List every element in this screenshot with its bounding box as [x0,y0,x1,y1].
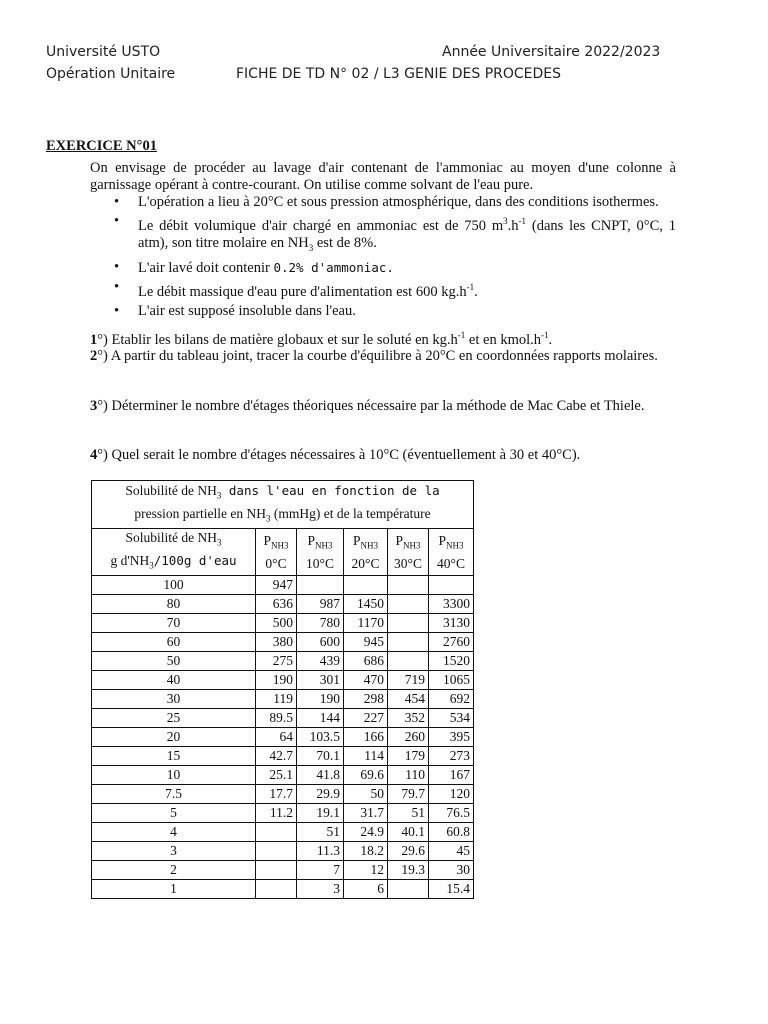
pressure-cell: 301 [297,670,344,689]
solubility-cell: 80 [92,594,256,613]
pressure-cell: 40.1 [388,822,429,841]
bullet-icon: • [114,302,120,319]
pressure-cell [388,575,429,594]
pressure-cell: 29.6 [388,841,429,860]
pressure-cell: 534 [429,708,474,727]
pressure-cell: 719 [388,670,429,689]
pressure-cell [388,632,429,651]
table-caption: Solubilité de $NH_3$ dans l'eau en fonction de la pression partielle en $NH_3$ (mmHg) et de la température [92,481,474,529]
pressure-cell [429,575,474,594]
pressure-cell: 19.3 [388,860,429,879]
pressure-cell: 69.6 [344,765,388,784]
table-row [92,575,474,594]
table-row [92,841,474,860]
bullet-icon: • [114,213,120,229]
pressure-cell: 25.1 [256,765,297,784]
column-header-40c: $P_{NH3}$ 40°C [429,529,474,575]
pressure-cell: 395 [429,727,474,746]
solubility-cell: 4 [92,822,256,841]
table-row [92,670,474,689]
table-row [92,689,474,708]
solubility-cell: 2 [92,860,256,879]
condition-item: • L'air est supposé insoluble dans l'eau. [114,302,356,319]
pressure-cell: 51 [297,822,344,841]
header-course: Opération Unitaire [46,66,176,82]
solubility-cell: 20 [92,727,256,746]
pressure-cell: 45 [429,841,474,860]
column-header-30c: $P_{NH3}$ 30°C [388,529,429,575]
solubility-cell: 10 [92,765,256,784]
pressure-cell: 114 [344,746,388,765]
pressure-cell: 454 [388,689,429,708]
pressure-cell: 51 [388,803,429,822]
table-row [92,651,474,670]
pressure-cell: 30 [429,860,474,879]
pressure-cell: 76.5 [429,803,474,822]
question-4: 4°) Quel serait le nombre d'étages nécessaires à 10°C (éventuellement à 30 et 40°C). [90,447,581,463]
pressure-cell: 179 [388,746,429,765]
solubility-cell: 5 [92,803,256,822]
pressure-cell: 636 [256,594,297,613]
question-3: 3°) Déterminer le nombre d'étages théoriques nécessaire par la méthode de Mac Cabe et Thiele. [90,398,645,414]
pressure-cell: 19.1 [297,803,344,822]
table-body [92,575,474,898]
pressure-cell: 29.9 [297,784,344,803]
pressure-cell: 110 [388,765,429,784]
pressure-cell: 64 [256,727,297,746]
pressure-cell: 190 [256,670,297,689]
pressure-cell: 470 [344,670,388,689]
column-header-10c: $P_{NH3}$ 10°C [297,529,344,575]
pressure-cell: 79.7 [388,784,429,803]
pressure-cell: 42.7 [256,746,297,765]
solubility-table [91,480,474,899]
pressure-cell [256,860,297,879]
conditions-list [90,194,676,322]
pressure-cell [256,879,297,898]
pressure-cell: 89.5 [256,708,297,727]
pressure-cell [256,822,297,841]
condition-item: • Le débit volumique d'air chargé en ammoniac est de 750 $m^3.h^{-1}$ (dans les CNPT, 0°C, 1 atm), son titre molaire en $NH_3$ est de 8%. [114,213,676,253]
pressure-cell [388,879,429,898]
solubility-cell: 60 [92,632,256,651]
pressure-cell: 120 [429,784,474,803]
solubility-cell: 70 [92,613,256,632]
table-row [92,727,474,746]
solubility-cell: 40 [92,670,256,689]
exercise-title: EXERCICE N°01 [46,138,157,154]
pressure-cell: 11.3 [297,841,344,860]
pressure-cell: 18.2 [344,841,388,860]
question-2: 2°) A partir du tableau joint, tracer la courbe d'équilibre à 20°C en coordonnées rapports molaires. [90,348,658,364]
pressure-cell: 260 [388,727,429,746]
table-row [92,594,474,613]
header-university: Université USTO [46,44,161,60]
pressure-cell: 15.4 [429,879,474,898]
solubility-cell: 50 [92,651,256,670]
pressure-cell: 298 [344,689,388,708]
pressure-cell: 352 [388,708,429,727]
pressure-cell: 1065 [429,670,474,689]
pressure-cell: 686 [344,651,388,670]
table-row [92,879,474,898]
pressure-cell [388,651,429,670]
pressure-cell: 1520 [429,651,474,670]
solubility-cell: 30 [92,689,256,708]
pressure-cell [256,841,297,860]
condition-item: • L'opération a lieu à 20°C et sous pression atmosphérique, dans des conditions isothermes. [114,194,659,210]
pressure-cell: 1450 [344,594,388,613]
table-header-row [92,529,474,575]
pressure-cell: 6 [344,879,388,898]
bullet-icon: • [114,194,120,210]
bullet-icon: • [114,258,120,275]
pressure-cell: 24.9 [344,822,388,841]
solubility-cell: 100 [92,575,256,594]
pressure-cell: 3300 [429,594,474,613]
table-row [92,708,474,727]
pressure-cell: 1170 [344,613,388,632]
table-row [92,613,474,632]
pressure-cell: 945 [344,632,388,651]
pressure-cell: 144 [297,708,344,727]
pressure-cell: 11.2 [256,803,297,822]
bullet-icon: • [114,278,120,295]
condition-item: • Le débit massique d'eau pure d'alimentation est 600 $kg.h^{-1}$. [114,278,478,300]
pressure-cell: 31.7 [344,803,388,822]
pressure-cell: 70.1 [297,746,344,765]
question-1: 1°) Etablir les bilans de matière globaux et sur le soluté en $kg.h^{-1}$ et en $kmol.h^{-1}$. [90,330,553,348]
pressure-cell: 692 [429,689,474,708]
pressure-cell: 780 [297,613,344,632]
condition-item: • L'air lavé doit contenir 0.2% d'ammoniac. [114,258,394,276]
header-academic-year: Année Universitaire 2022/2023 [442,44,661,60]
header-worksheet-title: FICHE DE TD N° 02 / L3 GENIE DES PROCEDES [236,66,562,82]
solubility-cell: 7.5 [92,784,256,803]
pressure-cell [297,575,344,594]
pressure-cell: 119 [256,689,297,708]
solubility-cell: 1 [92,879,256,898]
pressure-cell: 3 [297,879,344,898]
pressure-cell: 7 [297,860,344,879]
pressure-cell: 50 [344,784,388,803]
table-row [92,822,474,841]
pressure-cell: 987 [297,594,344,613]
pressure-cell: 166 [344,727,388,746]
pressure-cell: 439 [297,651,344,670]
pressure-cell: 190 [297,689,344,708]
pressure-cell: 167 [429,765,474,784]
table-row [92,784,474,803]
pressure-cell: 227 [344,708,388,727]
solubility-cell: 25 [92,708,256,727]
pressure-cell: 275 [256,651,297,670]
column-header-0c: $P_{NH3}$ 0°C [256,529,297,575]
pressure-cell [344,575,388,594]
exercise-intro: On envisage de procéder au lavage d'air contenant de l'ammoniac au moyen d'une colonne à garnissage opérant à contre-courant. On utilise comme solvant de l'eau pure. [90,160,676,193]
pressure-cell: 12 [344,860,388,879]
pressure-cell: 273 [429,746,474,765]
pressure-cell: 500 [256,613,297,632]
pressure-cell: 41.8 [297,765,344,784]
table-row [92,632,474,651]
table-row [92,803,474,822]
table-row [92,765,474,784]
pressure-cell: 103.5 [297,727,344,746]
pressure-cell: 380 [256,632,297,651]
table-row [92,746,474,765]
pressure-cell: 2760 [429,632,474,651]
pressure-cell: 3130 [429,613,474,632]
pressure-cell [388,594,429,613]
pressure-cell [388,613,429,632]
pressure-cell: 600 [297,632,344,651]
solubility-cell: 15 [92,746,256,765]
pressure-cell: 947 [256,575,297,594]
solubility-cell: 3 [92,841,256,860]
column-header-solubility: Solubilité de $NH_3$ g $d'NH_3/100g$ d'eau [92,529,256,575]
pressure-cell: 60.8 [429,822,474,841]
pressure-cell: 17.7 [256,784,297,803]
column-header-20c: $P_{NH3}$ 20°C [344,529,388,575]
table-row [92,860,474,879]
